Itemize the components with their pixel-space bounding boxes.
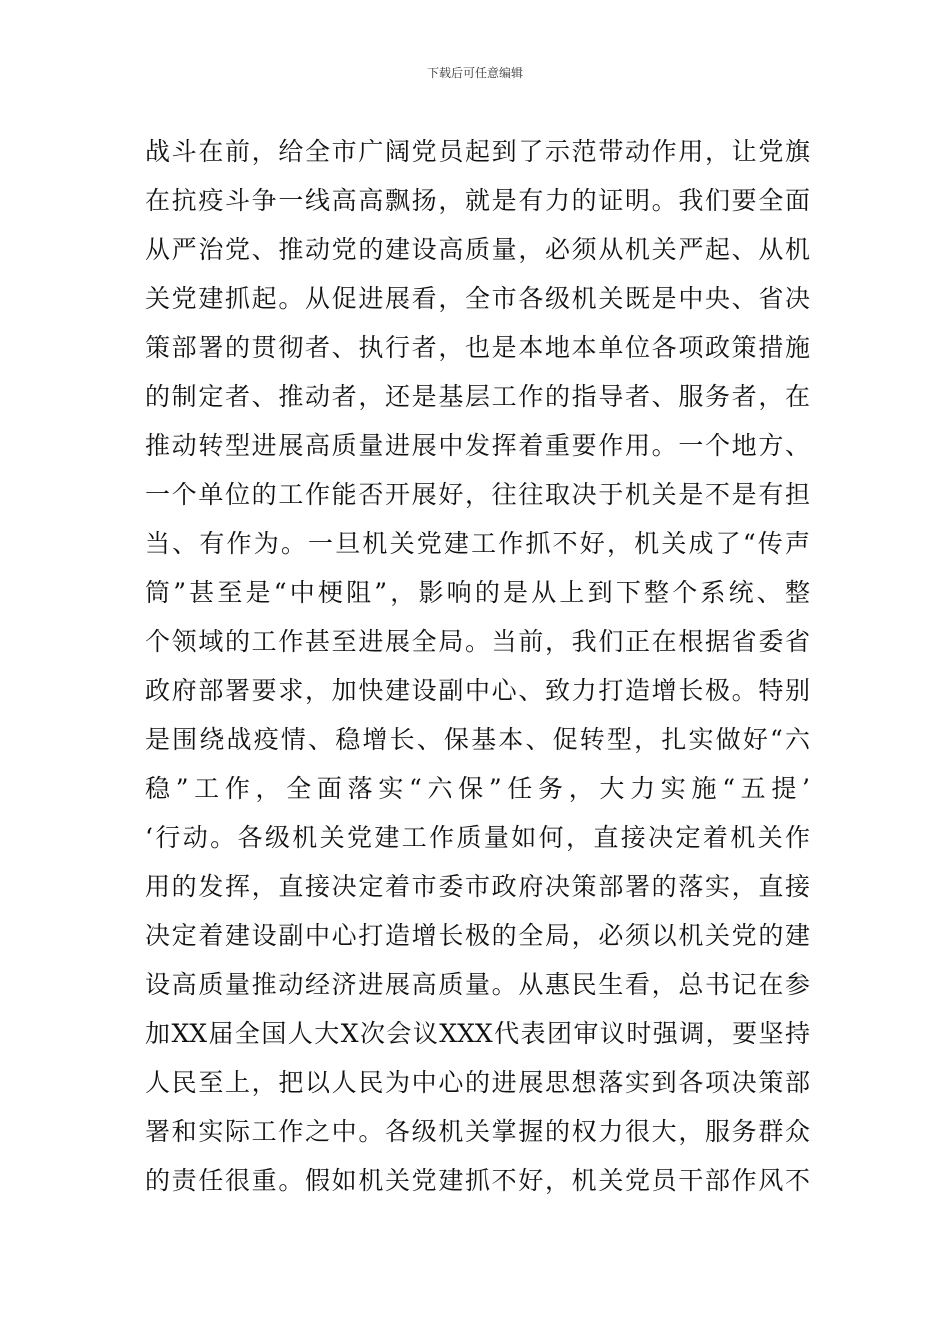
text-line: 的责任很重。假如机关党建抓不好，机关党员干部作风不 xyxy=(145,1166,810,1195)
body-paragraph xyxy=(145,127,810,1205)
text-line: 推动转型进展高质量进展中发挥着重要作用。一个地方、 xyxy=(145,431,810,460)
text-line: 从严治党、推动党的建设高质量，必须从机关严起、从机 xyxy=(145,235,810,264)
text-line: ‘行动。各级机关党建工作质量如何，直接决定着机关作 xyxy=(145,823,810,852)
text-line: 稳”工作，全面落实“六保”任务，大力实施“五提’ xyxy=(145,774,810,803)
text-line: 策部署的贯彻者、执行者，也是本地本单位各项政策措施 xyxy=(145,333,810,362)
text-line: 关党建抓起。从促进展看，全市各级机关既是中央、省决 xyxy=(145,284,810,313)
text-line: 一个单位的工作能否开展好，往往取决于机关是不是有担 xyxy=(145,480,810,509)
text-line: 加XX届全国人大X次会议XXX代表团审议时强调，要坚持 xyxy=(145,1019,810,1048)
text-line: 设高质量推动经济进展高质量。从惠民生看，总书记在参 xyxy=(145,970,810,999)
text-line: 个领域的工作甚至进展全局。当前，我们正在根据省委省 xyxy=(145,627,810,656)
text-line: 筒”甚至是“中梗阻”，影响的是从上到下整个系统、整 xyxy=(145,578,810,607)
text-line: 决定着建设副中心打造增长极的全局，必须以机关党的建 xyxy=(145,921,810,950)
text-line: 的制定者、推动者，还是基层工作的指导者、服务者，在 xyxy=(145,382,810,411)
text-line: 人民至上，把以人民为中心的进展思想落实到各项决策部 xyxy=(145,1068,810,1097)
text-line: 政府部署要求，加快建设副中心、致力打造增长极。特别 xyxy=(145,676,810,705)
text-line: 是围绕战疫情、稳增长、保基本、促转型，扎实做好“六 xyxy=(145,725,810,754)
text-line: 用的发挥，直接决定着市委市政府决策部署的落实，直接 xyxy=(145,872,810,901)
text-line: 署和实际工作之中。各级机关掌握的权力很大，服务群众 xyxy=(145,1117,810,1146)
text-line: 在抗疫斗争一线高高飘扬，就是有力的证明。我们要全面 xyxy=(145,186,810,215)
header-note: 下载后可任意编辑 xyxy=(426,66,523,80)
text-line: 战斗在前，给全市广阔党员起到了示范带动作用，让党旗 xyxy=(145,137,810,166)
text-line: 当、有作为。一旦机关党建工作抓不好，机关成了“传声 xyxy=(145,529,810,558)
